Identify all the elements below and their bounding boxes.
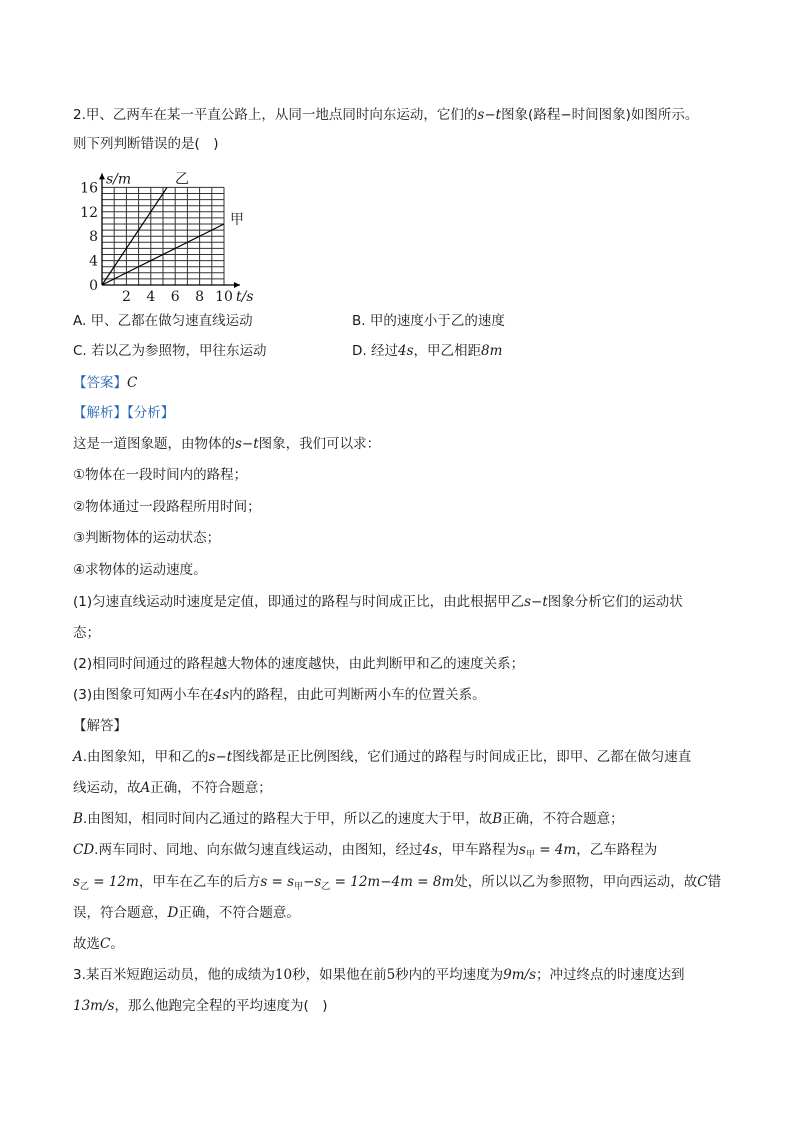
x-tick-label: 10: [215, 289, 233, 305]
x-axis-label: t/s: [236, 289, 254, 305]
solution-formula: s = s: [260, 874, 295, 890]
y-tick-label: 4: [89, 253, 98, 270]
solution-a-1: [73, 747, 691, 767]
answer-label: 【答案】: [73, 375, 127, 391]
analysis-p2: (2)相同时间通过的路程越大物体的速度越快，由此判断甲和乙的速度关系；: [73, 656, 525, 672]
analysis-text: 图象，我们可以求：: [258, 436, 381, 452]
chart-series: [102, 171, 244, 285]
solution-var: A: [73, 749, 83, 765]
chart-grid: [102, 187, 224, 285]
solution-subscript: 乙: [321, 882, 331, 892]
option-d: [352, 341, 502, 361]
solution-formula: s: [73, 874, 80, 890]
y-tick-label: 16: [80, 180, 98, 197]
option-d-value: 4s: [397, 343, 414, 359]
option-d-text: D. 经过: [352, 343, 398, 359]
x-tick-label: 4: [146, 289, 156, 305]
analysis-label-text: 【解析】【分析】: [73, 405, 175, 421]
solution-text: 错: [707, 874, 722, 890]
analysis-text: 内的路程，由此可判断两小车的位置关系。: [229, 687, 486, 703]
solution-choose: [73, 934, 124, 954]
s-t-chart: [80, 168, 284, 305]
origin-label: 0: [89, 278, 98, 294]
solution-text: 图线都是正比例图线，它们通过的路程与时间成正比，即甲、乙都在做匀速直: [232, 749, 692, 765]
analysis-item-3: ③判断物体的运动状态；: [73, 530, 221, 546]
solution-var: A: [140, 780, 151, 796]
solution-text: .由图象知，甲和乙的: [82, 749, 209, 765]
q3-text: 秒内的平均速度为: [395, 967, 504, 983]
analysis-var: s−t: [235, 436, 259, 452]
analysis-text: 这是一道图象题，由物体的: [73, 436, 235, 452]
solution-formula: = 12m: [88, 874, 139, 890]
analysis-p1-cont: 态；: [73, 625, 100, 641]
q3-value: 9m/s: [503, 967, 537, 983]
q3-text: ；冲过终点的时速度达到: [536, 967, 685, 983]
solution-text: 正确，不符合题意；: [150, 780, 272, 796]
q3-line-1: [73, 965, 685, 985]
option-d-text: ，甲乙相距: [413, 343, 482, 359]
solution-a-2: [73, 778, 272, 798]
q2-line-2: 则下列判断错误的是( ): [73, 136, 219, 152]
x-tick-label: 8: [195, 289, 205, 305]
option-c: C. 若以乙为参照物，甲往东运动: [73, 343, 267, 359]
solution-text: 线运动，故: [73, 780, 141, 796]
option-b: B. 甲的速度小于乙的速度: [352, 313, 505, 329]
q2-var: s−t: [477, 107, 502, 123]
answer-line: [73, 373, 137, 393]
solution-text: 故选: [73, 936, 100, 952]
solution-b: [73, 809, 624, 829]
x-tick-label: 2: [121, 289, 131, 305]
solution-cd-3: [73, 903, 300, 923]
solution-subscript: 甲: [294, 882, 304, 892]
x-axis-arrow: [234, 282, 240, 288]
analysis-p3: [73, 685, 486, 705]
q3-text: 3.某百米短跑运动员，他的成绩为: [73, 967, 275, 983]
analysis-item-1: ①物体在一段时间内的路程；: [73, 467, 248, 483]
series-label-0: 乙: [175, 171, 190, 188]
solution-text: .两车同时、同地、向东做匀速直线运动，由图知，经过: [94, 842, 423, 858]
option-d-value: 8m: [481, 343, 503, 359]
y-tick-label: 12: [80, 204, 98, 221]
answer-value: C: [127, 375, 138, 391]
solution-formula: s: [518, 842, 526, 858]
analysis-intro: [73, 434, 380, 454]
y-axis-arrow: [99, 173, 105, 179]
solution-text: 正确，不符合题意。: [178, 905, 300, 921]
analysis-item-4: ④求物体的运动速度。: [73, 562, 207, 578]
q3-text: ，那么他跑完全程的平均速度为( ): [114, 998, 328, 1014]
solution-text: 误，符合题意，: [73, 905, 168, 921]
solution-text: ，甲车在乙车的后方: [138, 874, 261, 890]
solution-subscript: 甲: [525, 850, 535, 860]
analysis-item-2: ②物体通过一段路程所用时间；: [73, 499, 261, 515]
q2-text: 2.甲、乙两车在某一平直公路上，从同一地点同时向东运动，它们的: [73, 107, 478, 123]
q3-value: 13m/s: [73, 998, 115, 1014]
analysis-p1: [73, 592, 683, 612]
series-label-1: 甲: [230, 212, 244, 228]
q3-value: 5: [386, 967, 396, 983]
q3-text: 秒，如果他在前: [292, 967, 387, 983]
solution-var: s−t: [208, 749, 233, 765]
solution-text: 。: [110, 936, 124, 952]
solution-var: B: [73, 811, 83, 827]
x-tick-label: 6: [170, 289, 180, 305]
solution-var: 4s: [422, 842, 438, 858]
solution-subscript: 乙: [79, 882, 89, 892]
q2-text: 图象(路程−时间图象)如图所示。: [501, 107, 699, 123]
solution-text: 处，所以以乙为参照物，甲向西运动，故: [454, 874, 698, 890]
option-a: A. 甲、乙都在做匀速直线运动: [73, 313, 253, 329]
solution-label-text: 【解答】: [73, 718, 127, 734]
analysis-text: (1)匀速直线运动时速度是定值，即通过的路程与时间成正比，由此根据甲乙: [73, 594, 525, 610]
y-tick-label: 8: [89, 229, 98, 246]
solution-cd-1: [73, 840, 657, 865]
solution-var: C: [697, 874, 708, 890]
solution-var: B: [492, 811, 503, 827]
analysis-text: (3)由图象可知两小车在: [73, 687, 214, 703]
analysis-label: [73, 403, 174, 423]
solution-var: C: [100, 936, 111, 952]
solution-formula: = 4m: [534, 842, 577, 858]
solution-text: ，乙车路程为: [576, 842, 658, 858]
solution-label: [73, 716, 127, 736]
q2-line-1: [73, 105, 698, 125]
q3-value: 10: [274, 967, 293, 983]
chart-axes: [99, 173, 240, 288]
solution-cd-2: [73, 872, 721, 897]
solution-var: D: [167, 905, 179, 921]
solution-var: CD: [73, 842, 95, 858]
analysis-var: 4s: [213, 687, 230, 703]
y-axis-label: s/m: [106, 171, 132, 188]
analysis-var: s−t: [524, 594, 548, 610]
solution-formula: = 12m−4m = 8m: [330, 874, 455, 890]
solution-text: .由图知，相同时间内乙通过的路程大于甲，所以乙的速度大于甲，故: [82, 811, 493, 827]
analysis-text: 图象分析它们的运动状: [547, 594, 683, 610]
solution-text: ，甲车路程为: [437, 842, 519, 858]
solution-text: 正确，不符合题意；: [502, 811, 624, 827]
q3-line-2: [73, 996, 328, 1016]
solution-formula: −s: [303, 874, 322, 890]
